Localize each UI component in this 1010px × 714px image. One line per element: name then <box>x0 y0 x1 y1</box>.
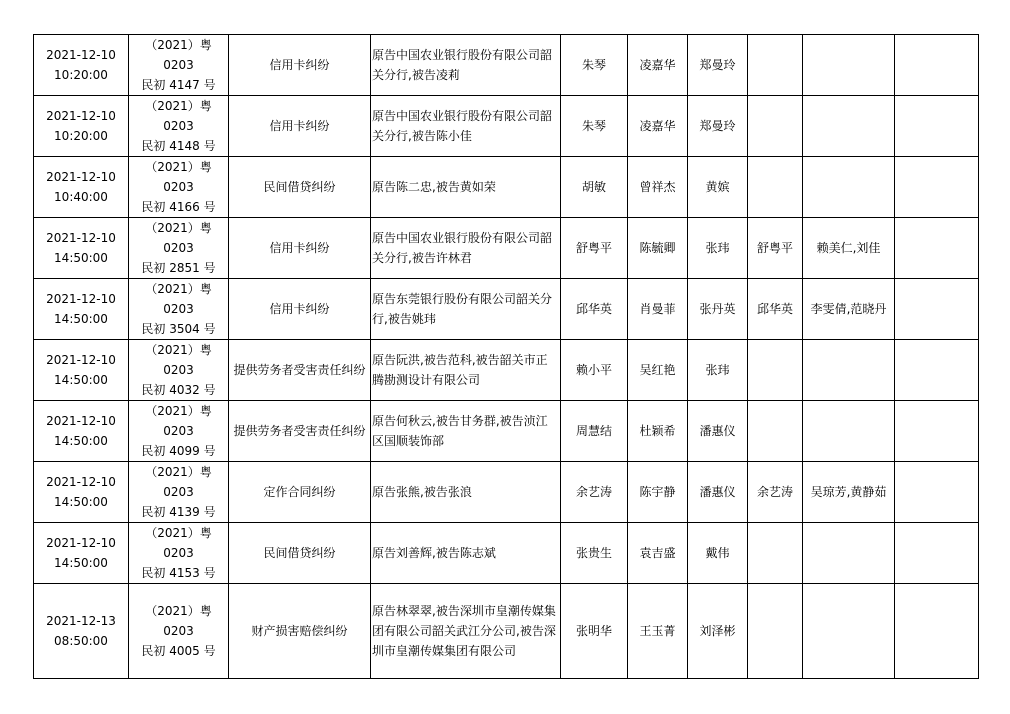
parties-cell: 原告张熊,被告张浪 <box>371 462 561 523</box>
parties-cell: 原告林翠翠,被告深圳市皇潮传媒集团有限公司韶关武江分公司,被告深圳市皇潮传媒集团有限公司 <box>371 584 561 679</box>
presiding-judge-cell: 舒粤平 <box>561 218 628 279</box>
datetime-cell <box>34 35 129 96</box>
hearing-date: 2021-12-13 <box>46 614 116 628</box>
extra-cell-2 <box>803 96 895 157</box>
datetime-cell <box>34 523 129 584</box>
extra-cell-3 <box>895 462 979 523</box>
hearing-time: 08:50:00 <box>54 634 108 648</box>
datetime-cell <box>34 462 129 523</box>
clerk-cell: 郑曼玲 <box>688 96 748 157</box>
extra-cell-1: 舒粤平 <box>748 218 803 279</box>
case-number-line2: 民初 4147 号 <box>141 78 216 92</box>
parties-cell: 原告陈二忠,被告黄如荣 <box>371 157 561 218</box>
presiding-judge-cell: 赖小平 <box>561 340 628 401</box>
case-number-line2: 民初 4139 号 <box>141 505 216 519</box>
case-number-line2: 民初 4148 号 <box>141 139 216 153</box>
extra-cell-2 <box>803 340 895 401</box>
hearing-date: 2021-12-10 <box>46 475 116 489</box>
extra-cell-2 <box>803 401 895 462</box>
datetime-cell <box>34 157 129 218</box>
case-number-line1: （2021）粤 0203 <box>145 38 212 72</box>
extra-cell-1 <box>748 340 803 401</box>
extra-cell-2 <box>803 35 895 96</box>
judge-member-cell: 陈宇静 <box>628 462 688 523</box>
extra-cell-2 <box>803 523 895 584</box>
case-number-line2: 民初 2851 号 <box>141 261 216 275</box>
extra-cell-2 <box>803 157 895 218</box>
extra-cell-1 <box>748 401 803 462</box>
case-number-line2: 民初 4166 号 <box>141 200 216 214</box>
case-number-line1: （2021）粤 0203 <box>145 604 212 638</box>
extra-cell-3 <box>895 584 979 679</box>
clerk-cell: 潘惠仪 <box>688 462 748 523</box>
parties-cell: 原告阮洪,被告范科,被告韶关市正腾勘测设计有限公司 <box>371 340 561 401</box>
presiding-judge-cell: 周慧结 <box>561 401 628 462</box>
datetime-cell <box>34 584 129 679</box>
case-cause-cell: 民间借贷纠纷 <box>229 523 371 584</box>
case-number-cell <box>129 96 229 157</box>
hearing-time: 14:50:00 <box>54 373 108 387</box>
case-number-line1: （2021）粤 0203 <box>145 404 212 438</box>
case-number-cell <box>129 584 229 679</box>
parties-cell: 原告中国农业银行股份有限公司韶关分行,被告许林君 <box>371 218 561 279</box>
case-number-line1: （2021）粤 0203 <box>145 465 212 499</box>
parties-cell: 原告刘善辉,被告陈志斌 <box>371 523 561 584</box>
extra-cell-1 <box>748 523 803 584</box>
judge-member-cell: 杜颖希 <box>628 401 688 462</box>
hearing-date: 2021-12-10 <box>46 414 116 428</box>
case-number-line2: 民初 4032 号 <box>141 383 216 397</box>
case-number-line1: （2021）粤 0203 <box>145 160 212 194</box>
hearing-time: 14:50:00 <box>54 251 108 265</box>
presiding-judge-cell: 朱琴 <box>561 35 628 96</box>
datetime-cell <box>34 96 129 157</box>
case-number-line2: 民初 4099 号 <box>141 444 216 458</box>
hearing-date: 2021-12-10 <box>46 292 116 306</box>
table-row <box>34 462 979 523</box>
extra-cell-3 <box>895 279 979 340</box>
clerk-cell: 郑曼玲 <box>688 35 748 96</box>
case-number-cell <box>129 523 229 584</box>
datetime-cell <box>34 340 129 401</box>
case-number-line1: （2021）粤 0203 <box>145 221 212 255</box>
parties-cell: 原告中国农业银行股份有限公司韶关分行,被告凌莉 <box>371 35 561 96</box>
datetime-cell <box>34 401 129 462</box>
hearing-time: 14:50:00 <box>54 312 108 326</box>
table-body <box>34 35 979 679</box>
case-cause-cell: 信用卡纠纷 <box>229 35 371 96</box>
case-number-line1: （2021）粤 0203 <box>145 343 212 377</box>
hearing-date: 2021-12-10 <box>46 536 116 550</box>
extra-cell-1 <box>748 157 803 218</box>
table-row <box>34 279 979 340</box>
extra-cell-2: 李雯倩,范晓丹 <box>803 279 895 340</box>
presiding-judge-cell: 张贵生 <box>561 523 628 584</box>
judge-member-cell: 凌嘉华 <box>628 35 688 96</box>
hearing-schedule-table <box>33 34 979 679</box>
table-row <box>34 157 979 218</box>
extra-cell-3 <box>895 523 979 584</box>
case-cause-cell: 提供劳务者受害责任纠纷 <box>229 401 371 462</box>
extra-cell-3 <box>895 340 979 401</box>
hearing-time: 14:50:00 <box>54 556 108 570</box>
hearing-time: 10:40:00 <box>54 190 108 204</box>
judge-member-cell: 凌嘉华 <box>628 96 688 157</box>
hearing-date: 2021-12-10 <box>46 231 116 245</box>
table-row <box>34 35 979 96</box>
presiding-judge-cell: 张明华 <box>561 584 628 679</box>
presiding-judge-cell: 余艺涛 <box>561 462 628 523</box>
judge-member-cell: 王玉菁 <box>628 584 688 679</box>
case-number-line1: （2021）粤 0203 <box>145 282 212 316</box>
clerk-cell: 潘惠仪 <box>688 401 748 462</box>
extra-cell-1 <box>748 584 803 679</box>
clerk-cell: 刘泽彬 <box>688 584 748 679</box>
case-cause-cell: 财产损害赔偿纠纷 <box>229 584 371 679</box>
table-row <box>34 218 979 279</box>
case-number-line1: （2021）粤 0203 <box>145 526 212 560</box>
clerk-cell: 张玮 <box>688 340 748 401</box>
case-number-line2: 民初 4005 号 <box>141 644 216 658</box>
case-number-cell <box>129 401 229 462</box>
parties-cell: 原告中国农业银行股份有限公司韶关分行,被告陈小佳 <box>371 96 561 157</box>
extra-cell-1 <box>748 35 803 96</box>
table-row <box>34 523 979 584</box>
hearing-date: 2021-12-10 <box>46 48 116 62</box>
case-number-cell <box>129 157 229 218</box>
hearing-time: 14:50:00 <box>54 495 108 509</box>
extra-cell-2 <box>803 584 895 679</box>
parties-cell: 原告何秋云,被告甘务群,被告浈江区国顺装饰部 <box>371 401 561 462</box>
table-row <box>34 401 979 462</box>
hearing-time: 14:50:00 <box>54 434 108 448</box>
extra-cell-1: 余艺涛 <box>748 462 803 523</box>
case-number-line2: 民初 4153 号 <box>141 566 216 580</box>
presiding-judge-cell: 朱琴 <box>561 96 628 157</box>
clerk-cell: 黄嫔 <box>688 157 748 218</box>
case-number-cell <box>129 462 229 523</box>
extra-cell-3 <box>895 157 979 218</box>
hearing-date: 2021-12-10 <box>46 170 116 184</box>
extra-cell-2: 吴琼芳,黄静茹 <box>803 462 895 523</box>
judge-member-cell: 肖曼菲 <box>628 279 688 340</box>
case-cause-cell: 信用卡纠纷 <box>229 279 371 340</box>
extra-cell-3 <box>895 35 979 96</box>
case-cause-cell: 信用卡纠纷 <box>229 218 371 279</box>
judge-member-cell: 陈毓卿 <box>628 218 688 279</box>
extra-cell-3 <box>895 401 979 462</box>
hearing-date: 2021-12-10 <box>46 109 116 123</box>
datetime-cell <box>34 218 129 279</box>
case-number-line1: （2021）粤 0203 <box>145 99 212 133</box>
hearing-date: 2021-12-10 <box>46 353 116 367</box>
table-row <box>34 96 979 157</box>
parties-cell: 原告东莞银行股份有限公司韶关分行,被告姚玮 <box>371 279 561 340</box>
judge-member-cell: 曾祥杰 <box>628 157 688 218</box>
extra-cell-3 <box>895 218 979 279</box>
extra-cell-2: 赖美仁,刘佳 <box>803 218 895 279</box>
case-number-line2: 民初 3504 号 <box>141 322 216 336</box>
case-number-cell <box>129 279 229 340</box>
case-cause-cell: 定作合同纠纷 <box>229 462 371 523</box>
datetime-cell <box>34 279 129 340</box>
table-row <box>34 340 979 401</box>
case-number-cell <box>129 218 229 279</box>
clerk-cell: 张玮 <box>688 218 748 279</box>
case-cause-cell: 信用卡纠纷 <box>229 96 371 157</box>
clerk-cell: 戴伟 <box>688 523 748 584</box>
judge-member-cell: 袁吉盛 <box>628 523 688 584</box>
judge-member-cell: 吴红艳 <box>628 340 688 401</box>
extra-cell-3 <box>895 96 979 157</box>
clerk-cell: 张丹英 <box>688 279 748 340</box>
hearing-time: 10:20:00 <box>54 129 108 143</box>
presiding-judge-cell: 胡敏 <box>561 157 628 218</box>
extra-cell-1: 邱华英 <box>748 279 803 340</box>
case-number-cell <box>129 35 229 96</box>
table-row <box>34 584 979 679</box>
case-number-cell <box>129 340 229 401</box>
extra-cell-1 <box>748 96 803 157</box>
hearing-time: 10:20:00 <box>54 68 108 82</box>
presiding-judge-cell: 邱华英 <box>561 279 628 340</box>
case-cause-cell: 提供劳务者受害责任纠纷 <box>229 340 371 401</box>
case-cause-cell: 民间借贷纠纷 <box>229 157 371 218</box>
